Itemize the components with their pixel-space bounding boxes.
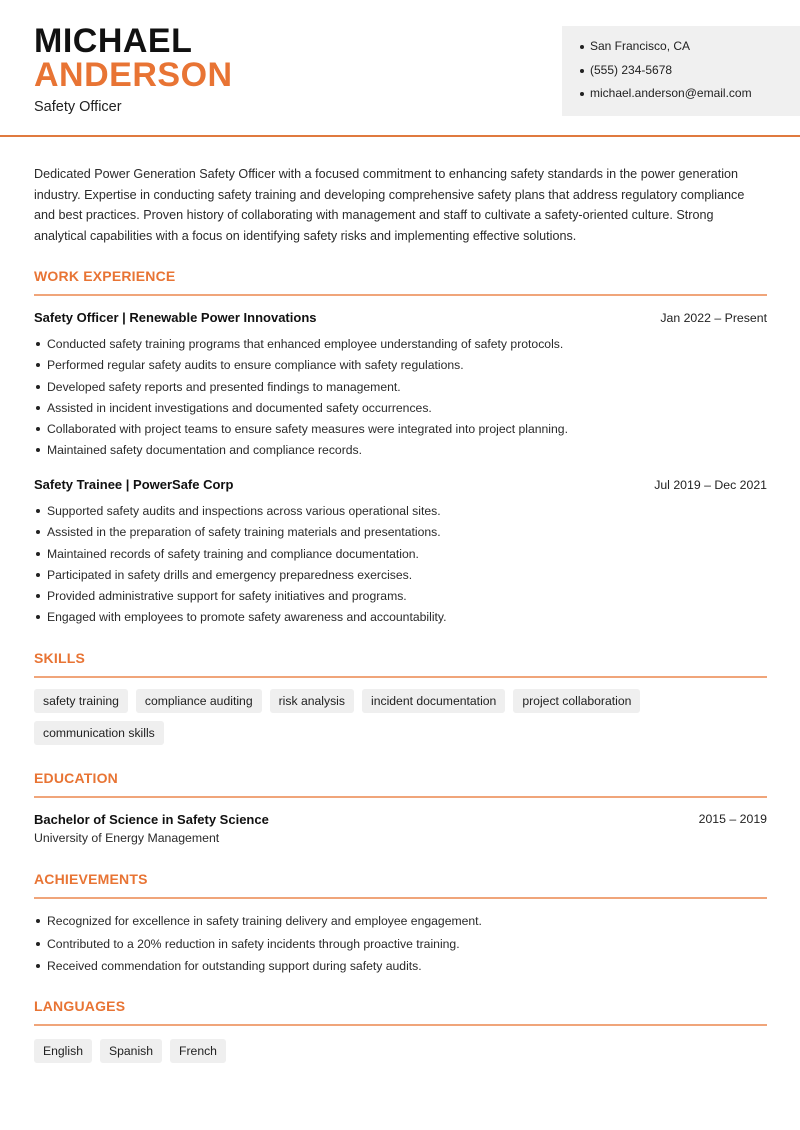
section-title-work: WORK EXPERIENCE — [34, 268, 176, 284]
list-item: Provided administrative support for safety initiatives and programs. — [34, 588, 767, 609]
job-header — [34, 477, 767, 495]
list-item: Received commendation for outstanding support during safety audits. — [34, 958, 767, 981]
language-tag: English — [34, 1039, 92, 1063]
list-item: Performed regular safety audits to ensure compliance with safety regulations. — [34, 357, 767, 378]
list-item: Engaged with employees to promote safety awareness and accountability. — [34, 609, 767, 630]
achievements-list — [34, 913, 767, 981]
list-item: Developed safety reports and presented findings to management. — [34, 379, 767, 400]
education-school: University of Energy Management — [34, 831, 220, 845]
skill-tag: communication skills — [34, 721, 164, 745]
education-dates: 2015 – 2019 — [698, 812, 767, 826]
language-tag: Spanish — [100, 1039, 162, 1063]
list-item: Supported safety audits and inspections across various operational sites. — [34, 503, 767, 524]
skill-tag: compliance auditing — [136, 689, 262, 713]
section-divider — [34, 796, 767, 798]
job-title: Safety Officer — [34, 99, 122, 115]
contact-location: San Francisco, CA — [580, 36, 800, 60]
list-item: Maintained safety documentation and compliance records. — [34, 442, 767, 463]
job-dates: Jul 2019 – Dec 2021 — [654, 478, 767, 492]
section-title-education: EDUCATION — [34, 770, 118, 786]
section-divider — [34, 897, 767, 899]
list-item: Assisted in the preparation of safety training materials and presentations. — [34, 524, 767, 545]
skill-tag: project collaboration — [513, 689, 640, 713]
last-name: ANDERSON — [34, 56, 233, 94]
section-title-achievements: ACHIEVEMENTS — [34, 871, 148, 887]
list-item: Assisted in incident investigations and documented safety occurrences. — [34, 400, 767, 421]
job-header — [34, 310, 767, 328]
contact-phone: (555) 234-5678 — [580, 60, 800, 84]
first-name: MICHAEL — [34, 22, 193, 60]
section-title-languages: LANGUAGES — [34, 998, 126, 1014]
section-divider — [34, 294, 767, 296]
job-bullets — [34, 503, 767, 631]
section-divider — [34, 1024, 767, 1026]
section-divider — [34, 676, 767, 678]
languages-list — [34, 1039, 767, 1063]
job-dates: Jan 2022 – Present — [660, 311, 767, 325]
language-tag: French — [170, 1039, 226, 1063]
section-title-skills: SKILLS — [34, 650, 85, 666]
list-item: Conducted safety training programs that enhanced employee understanding of safety protocols. — [34, 336, 767, 357]
job-role: Safety Trainee | PowerSafe Corp — [34, 477, 234, 492]
list-item: Collaborated with project teams to ensure safety measures were integrated into project planning. — [34, 421, 767, 442]
list-item: Participated in safety drills and emergency preparedness exercises. — [34, 567, 767, 588]
summary-paragraph: Dedicated Power Generation Safety Officer with a focused commitment to enhancing safety standards in the power generation industry. Expertise in conducting safety training and developing comprehensive safety plans that address regulatory compliance and best practices. Proven history of collaborating with management and staff to cultivate a safety-oriented culture. Strong analytical capabilities with a focus on identifying safety risks and implementing effective solutions. — [34, 167, 745, 243]
job-bullets — [34, 336, 767, 464]
education-degree: Bachelor of Science in Safety Science — [34, 812, 269, 827]
skill-tag: risk analysis — [270, 689, 354, 713]
contact-box — [562, 26, 800, 116]
list-item: Contributed to a 20% reduction in safety incidents through proactive training. — [34, 936, 767, 959]
contact-email[interactable]: michael.anderson@email.com — [580, 83, 800, 107]
list-item: Maintained records of safety training and compliance documentation. — [34, 546, 767, 567]
skill-tag: safety training — [34, 689, 128, 713]
list-item: Recognized for excellence in safety training delivery and employee engagement. — [34, 913, 767, 936]
skills-list — [34, 689, 767, 745]
job-role: Safety Officer | Renewable Power Innovations — [34, 310, 317, 325]
resume-header — [0, 0, 800, 137]
skill-tag: incident documentation — [362, 689, 505, 713]
